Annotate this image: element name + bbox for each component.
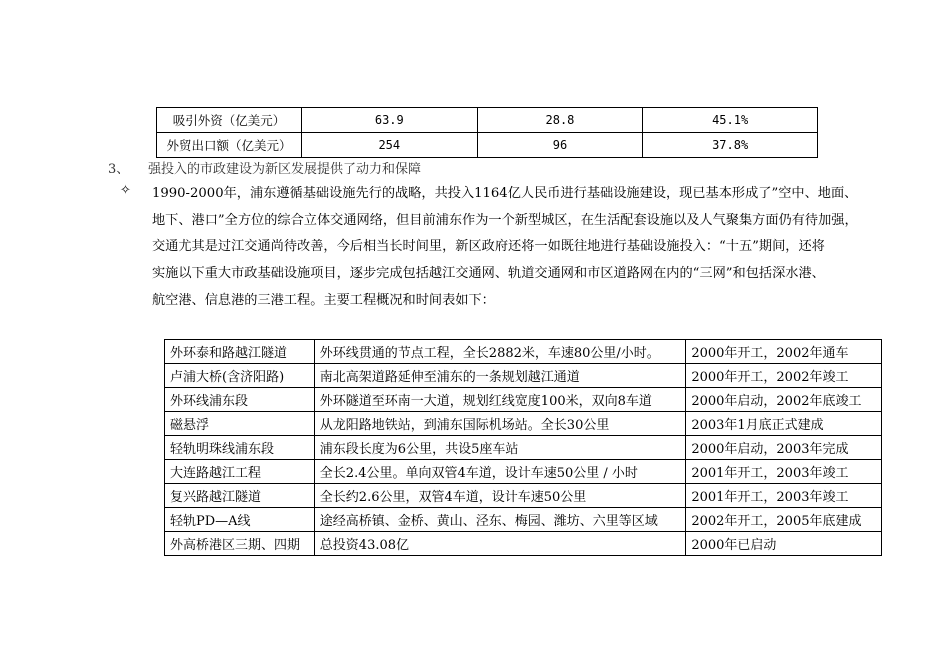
project-description: 浦东段长度为6公里，共设5座车站: [314, 436, 686, 460]
cell-value: 63.9: [301, 108, 477, 133]
project-description: 从龙阳路地铁站，到浦东国际机场站。全长30公里: [314, 412, 686, 436]
table-row: [165, 364, 882, 388]
diamond-bullet-icon: ✧: [120, 183, 131, 198]
project-name: 轻轨明珠线浦东段: [165, 436, 315, 460]
table-row: [157, 108, 818, 133]
project-name: 外环泰和路越江隧道: [165, 340, 315, 364]
project-name: 复兴路越江隧道: [165, 484, 315, 508]
project-timeline: 2000年启动，2002年底竣工: [686, 388, 882, 412]
project-name: 外高桥港区三期、四期: [165, 532, 315, 556]
paragraph-line: 航空港、信息港的三港工程。主要工程概况和时间表如下：: [152, 292, 495, 308]
table-row: [165, 460, 882, 484]
paragraph-line: 交通尤其是过江交通尚待改善，今后相当长时间里，新区政府还将一如既往地进行基础设施投入：“十五”期间，还将: [152, 239, 825, 255]
section-title: 强投入的市政建设为新区发展提供了动力和保障: [148, 162, 422, 177]
project-description: 全长约2.6公里，双管4车道，设计车速50公里: [314, 484, 686, 508]
project-timeline: 2002年开工，2005年底建成: [686, 508, 882, 532]
project-name: 卢浦大桥(含济阳路): [165, 364, 315, 388]
project-timeline: 2000年启动，2003年完成: [686, 436, 882, 460]
cell-value: 45.1%: [643, 108, 818, 133]
project-description: 总投资43.08亿: [314, 532, 686, 556]
table-row: [165, 532, 882, 556]
section-number: 3、: [108, 162, 130, 177]
cell-value: 28.8: [477, 108, 643, 133]
project-name: 大连路越江工程: [165, 460, 315, 484]
project-description: 外环线贯通的节点工程，全长2882米，车速80公里/小时。: [314, 340, 686, 364]
cell-value: 254: [301, 133, 477, 158]
project-description: 南北高架道路延伸至浦东的一条规划越江通道: [314, 364, 686, 388]
table-row: [165, 340, 882, 364]
project-timeline: 2000年开工，2002年通车: [686, 340, 882, 364]
table-row: [165, 508, 882, 532]
project-timeline: 2003年1月底正式建成: [686, 412, 882, 436]
table-row: [165, 412, 882, 436]
project-description: 途经高桥镇、金桥、黄山、泾东、梅园、潍坊、六里等区域: [314, 508, 686, 532]
project-timeline: 2001年开工，2003年竣工: [686, 460, 882, 484]
body-paragraph: [152, 181, 892, 315]
project-timeline: 2000年开工，2002年竣工: [686, 364, 882, 388]
project-timeline: 2001年开工，2003年竣工: [686, 484, 882, 508]
section-heading: [108, 158, 421, 177]
paragraph-line: 1990-2000年，浦东遵循基础设施先行的战略，共投入1164亿人民币进行基础设施建设，现已基本形成了”空中、地面、: [152, 186, 858, 201]
table-row: [165, 388, 882, 412]
paragraph-line: 实施以下重大市政基础设施项目，逐步完成包括越江交通网、轨道交通网和市区道路网在内的“三网”和包括深水港、: [152, 266, 825, 282]
project-timeline: 2000年已启动: [686, 532, 882, 556]
table-row: [165, 484, 882, 508]
project-name: 外环线浦东段: [165, 388, 315, 412]
row-label: 吸引外资（亿美元）: [157, 108, 302, 133]
project-description: 外环隧道至环南一大道，规划红线宽度100米，双向8车道: [314, 388, 686, 412]
cell-value: 96: [477, 133, 643, 158]
row-label: 外贸出口额（亿美元）: [157, 133, 302, 158]
project-name: 磁悬浮: [165, 412, 315, 436]
table-row: [157, 133, 818, 158]
statistics-table: [156, 107, 818, 158]
paragraph-line: 地下、港口”全方位的综合立体交通网络，但目前浦东作为一个新型城区，在生活配套设施以及人气聚集方面仍有待加强，: [152, 212, 858, 228]
cell-value: 37.8%: [643, 133, 818, 158]
project-name: 轻轨PD—A线: [165, 508, 315, 532]
project-description: 全长2.4公里。单向双管4车道，设计车速50公里 / 小时: [314, 460, 686, 484]
table-row: [165, 436, 882, 460]
project-schedule-table: [164, 339, 882, 556]
